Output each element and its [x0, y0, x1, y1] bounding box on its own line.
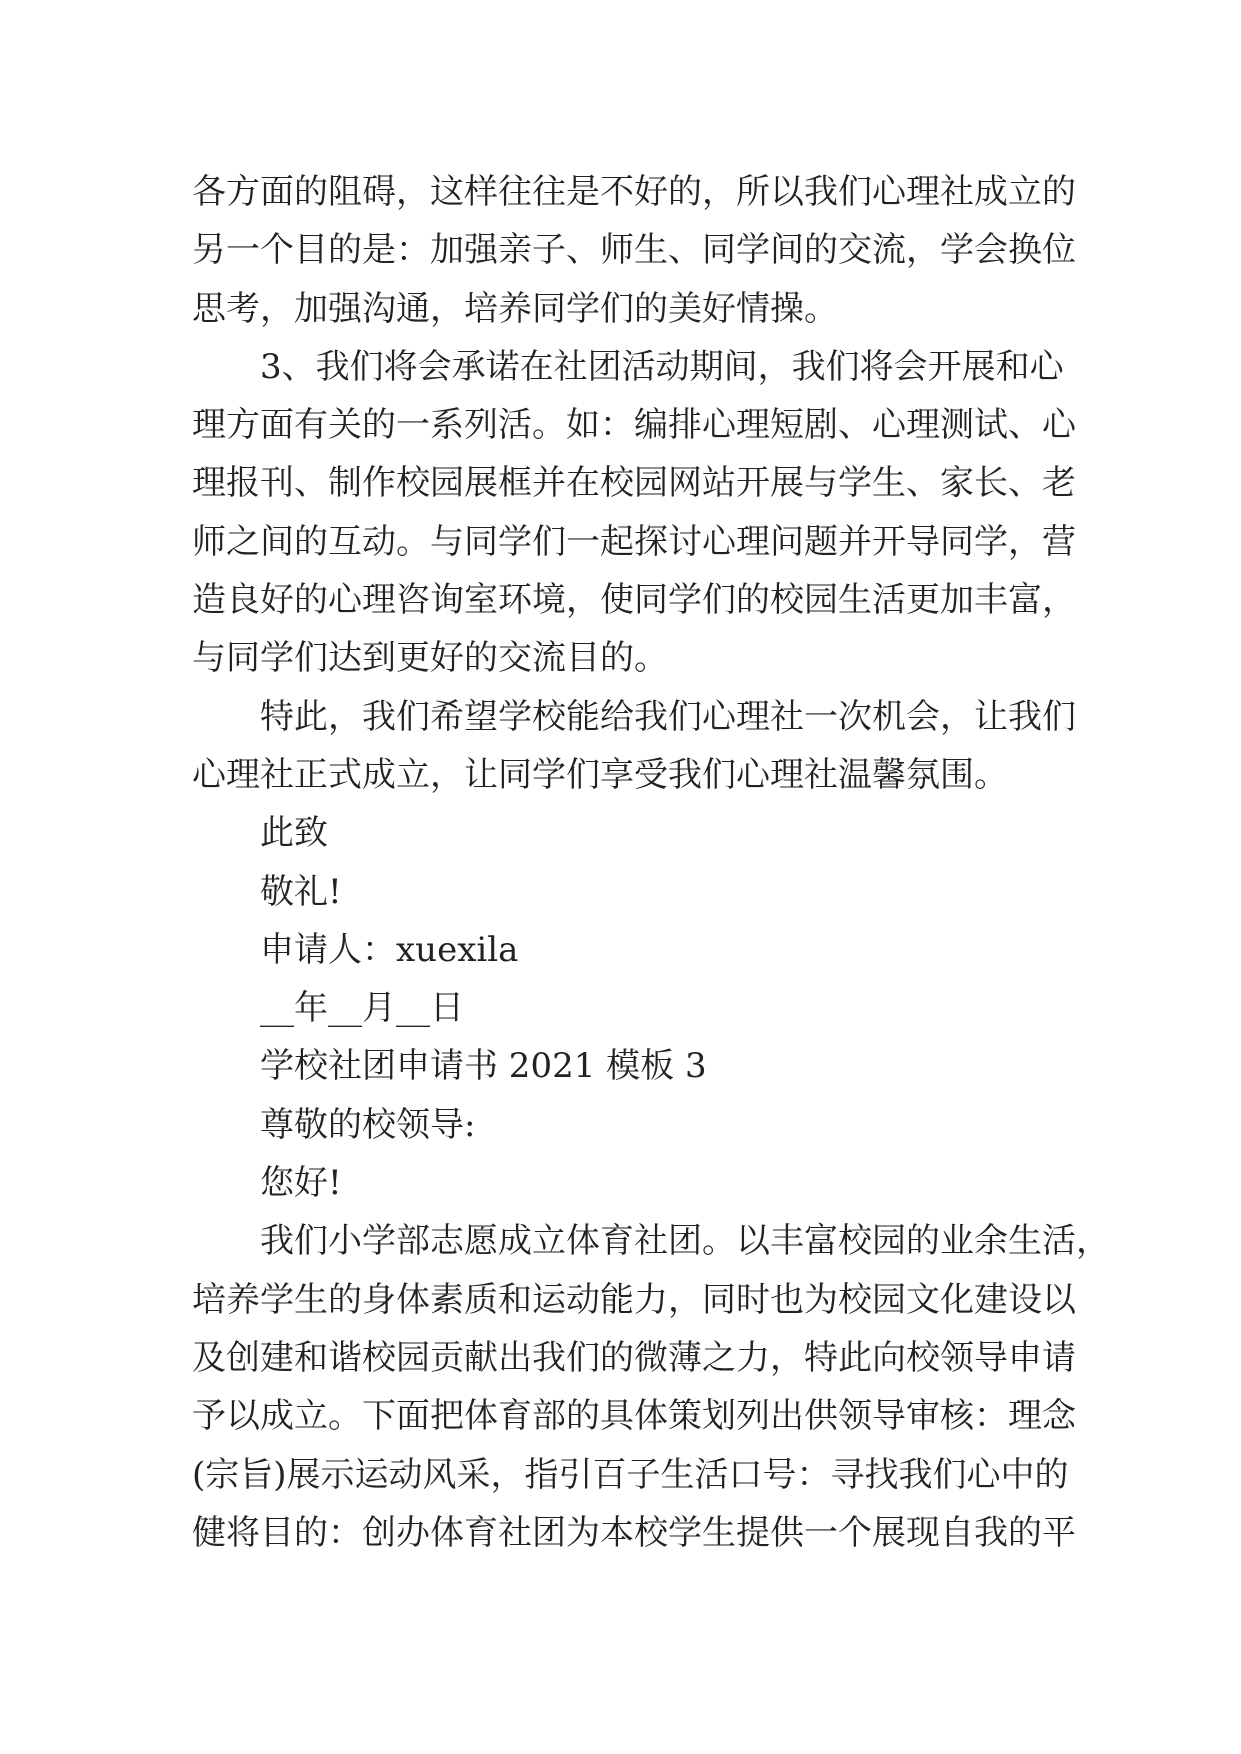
document-body	[192, 163, 1110, 1562]
text-line: 特此，我们希望学校能给我们心理社一次机会，让我们	[260, 696, 1076, 737]
text-line: 予以成立。下面把体育部的具体策划列出供领导审核：理念	[192, 1396, 1076, 1437]
text-line: 心理社正式成立，让同学们享受我们心理社温馨氛围。	[192, 754, 1008, 795]
text-line: 健将目的：创办体育社团为本校学生提供一个展现自我的平	[192, 1512, 1076, 1553]
text-line: (宗旨)展示运动风采，指引百子生活口号：寻找我们心中的	[192, 1454, 1069, 1495]
text-line: 尊敬的校领导:	[260, 1104, 476, 1145]
text-line: 培养学生的身体素质和运动能力，同时也为校园文化建设以	[192, 1279, 1076, 1320]
text-line: 另一个目的是：加强亲子、师生、同学间的交流，学会换位	[192, 230, 1076, 271]
text-line: 我们小学部志愿成立体育社团。以丰富校园的业余生活，	[260, 1221, 1110, 1262]
text-line: 理方面有关的一系列活。如：编排心理短剧、心理测试、心	[192, 405, 1076, 446]
text-line: 此致	[260, 813, 328, 854]
text-line: 思考，加强沟通，培养同学们的美好情操。	[192, 288, 838, 329]
text-line: 您好!	[260, 1163, 342, 1204]
text-line: 敬礼!	[260, 871, 342, 912]
text-line: 造良好的心理咨询室环境，使同学们的校园生活更加丰富，	[192, 580, 1076, 621]
text-line: 各方面的阻碍，这样往往是不好的，所以我们心理社成立的	[192, 172, 1076, 212]
text-line: 申请人：xuexila	[260, 929, 519, 970]
text-line: 学校社团申请书 2021 模板 3	[260, 1046, 707, 1087]
text-line: 与同学们达到更好的交流目的。	[192, 638, 668, 679]
text-line: 师之间的互动。与同学们一起探讨心理问题并开导同学，营	[192, 521, 1076, 562]
text-line: 理报刊、制作校园展框并在校园网站开展与学生、家长、老	[192, 463, 1076, 504]
text-line: 3、我们将会承诺在社团活动期间，我们将会开展和心	[260, 346, 1064, 387]
text-line: 及创建和谐校园贡献出我们的微薄之力，特此向校领导申请	[192, 1337, 1076, 1378]
text-line: __年__月__日	[260, 988, 464, 1029]
